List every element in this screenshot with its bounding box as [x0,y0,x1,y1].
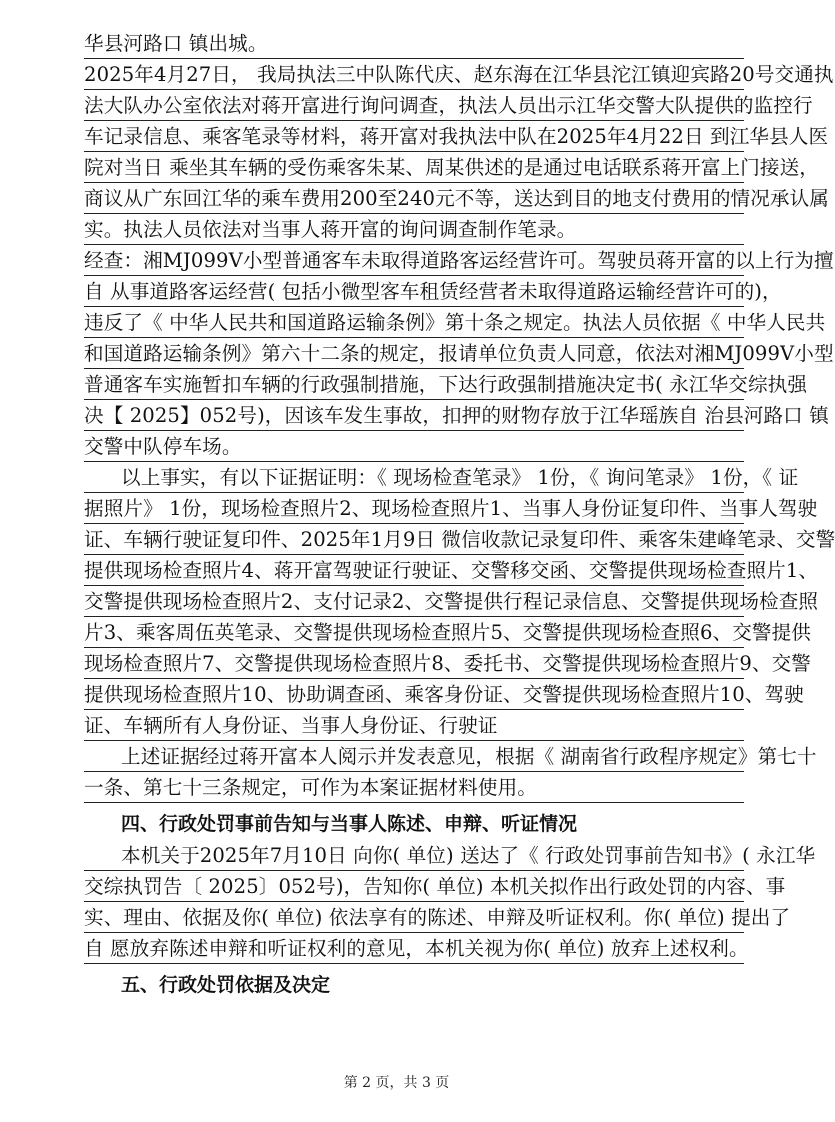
paragraph-investigation [84,28,834,245]
text-line: 经查：湘MJ099V小型普通客车未取得道路客运经营许可。驾驶员蒋开富的以上行为擅 [84,245,744,276]
text-line: 交警提供现场检查照片2、支付记录2、交警提供行程记录信息、交警提供现场检查照 [84,586,744,617]
text-line: 车记录信息、乘客笔录等材料，蒋开富对我执法中队在2025年4月22日 到江华县人医 [84,121,744,152]
text-line: 提供现场检查照片4、蒋开富驾驶证行驶证、交警移交函、交警提供现场检查照片1、 [84,555,744,586]
text-line: 华县河路口 镇出城。 [84,28,744,59]
text-line: 和国道路运输条例》第六十二条的规定，报请单位负责人同意，依法对湘MJ099V小型 [84,338,744,369]
paragraph-evidence-review [84,741,817,803]
paragraph-findings [84,245,834,462]
text-line: 普通客车实施暂扣车辆的行政强制措施，下达行政强制措施决定书( 永江华交综执强 [84,369,744,400]
text-line: 实。执法人员依法对当事人蒋开富的询问调查制作笔录。 [84,214,744,245]
text-line: 上述证据经过蒋开富本人阅示并发表意见，根据《 湖南省行政程序规定》第七十 [84,741,744,772]
text-line: 证、车辆行驶证复印件、2025年1月9日 微信收款记录复印件、乘客朱建峰笔录、交警 [84,524,744,555]
text-line: 据照片》 1份，现场检查照片2、现场检查照片1、当事人身份证复印件、当事人驾驶 [84,493,744,524]
text-line: 本机关于2025年7月10日 向你( 单位) 送达了《 行政处罚事前告知书》( 永江华 [84,840,744,871]
section-heading-5: 五、行政处罚依据及决定 [121,974,331,996]
text-line: 违反了《 中华人民共和国道路运输条例》第十条之规定。执法人员依据《 中华人民共 [84,307,744,338]
text-line: 交警中队停车场。 [84,431,744,462]
text-line: 以上事实，有以下证据证明：《 现场检查笔录》 1份，《 询问笔录》 1份，《 证 [84,462,744,493]
text-line: 提供现场检查照片10、协助调查函、乘客身份证、交警提供现场检查照片10、驾驶 [84,679,744,710]
text-line: 现场检查照片7、交警提供现场检查照片8、委托书、交警提供现场检查照片9、交警 [84,648,744,679]
paragraph-evidence [84,462,835,741]
text-line: 交综执罚告〔 2025〕052号)，告知你( 单位) 本机关拟作出行政处罚的内容、事 [84,871,744,902]
text-line: 2025年4月27日， 我局执法三中队陈代庆、赵东海在江华县沱江镇迎宾路20号交通执 [84,59,744,90]
text-line: 决【 2025】052号)，因该车发生事故，扣押的财物存放于江华瑶族自 治县河路口 镇 [84,400,744,431]
text-line: 法大队办公室依法对蒋开富进行询问调查，执法人员出示江华交警大队提供的监控行 [84,90,744,121]
text-line: 自 愿放弃陈述申辩和听证权利的意见，本机关视为你( 单位) 放弃上述权利。 [84,933,744,964]
text-line: 自 从事道路客运经营( 包括小微型客车租赁经营者未取得道路运输经营许可的)， [84,276,744,307]
text-line: 一条、第七十三条规定，可作为本案证据材料使用。 [84,772,744,803]
paragraph-prior-notice [84,840,816,964]
document-page [84,28,835,1001]
page-number: 第 2 页，共 3 页 [343,1075,450,1091]
text-line: 实、理由、依据及你( 单位) 依法享有的陈述、申辩及听证权利。你( 单位) 提出了 [84,902,744,933]
text-line: 院对当日 乘坐其车辆的受伤乘客朱某、周某供述的是通过电话联系蒋开富上门接送， [84,152,744,183]
text-line: 片3、乘客周伍英笔录、交警提供现场检查照片5、交警提供现场检查照6、交警提供 [84,617,744,648]
text-line: 证、车辆所有人身份证、当事人身份证、行驶证 [84,710,744,741]
text-line: 商议从广东回江华的乘车费用200至240元不等，送达到目的地支付费用的情况承认属 [84,183,744,214]
section-heading-4: 四、行政处罚事前告知与当事人陈述、申辩、听证情况 [121,813,578,835]
